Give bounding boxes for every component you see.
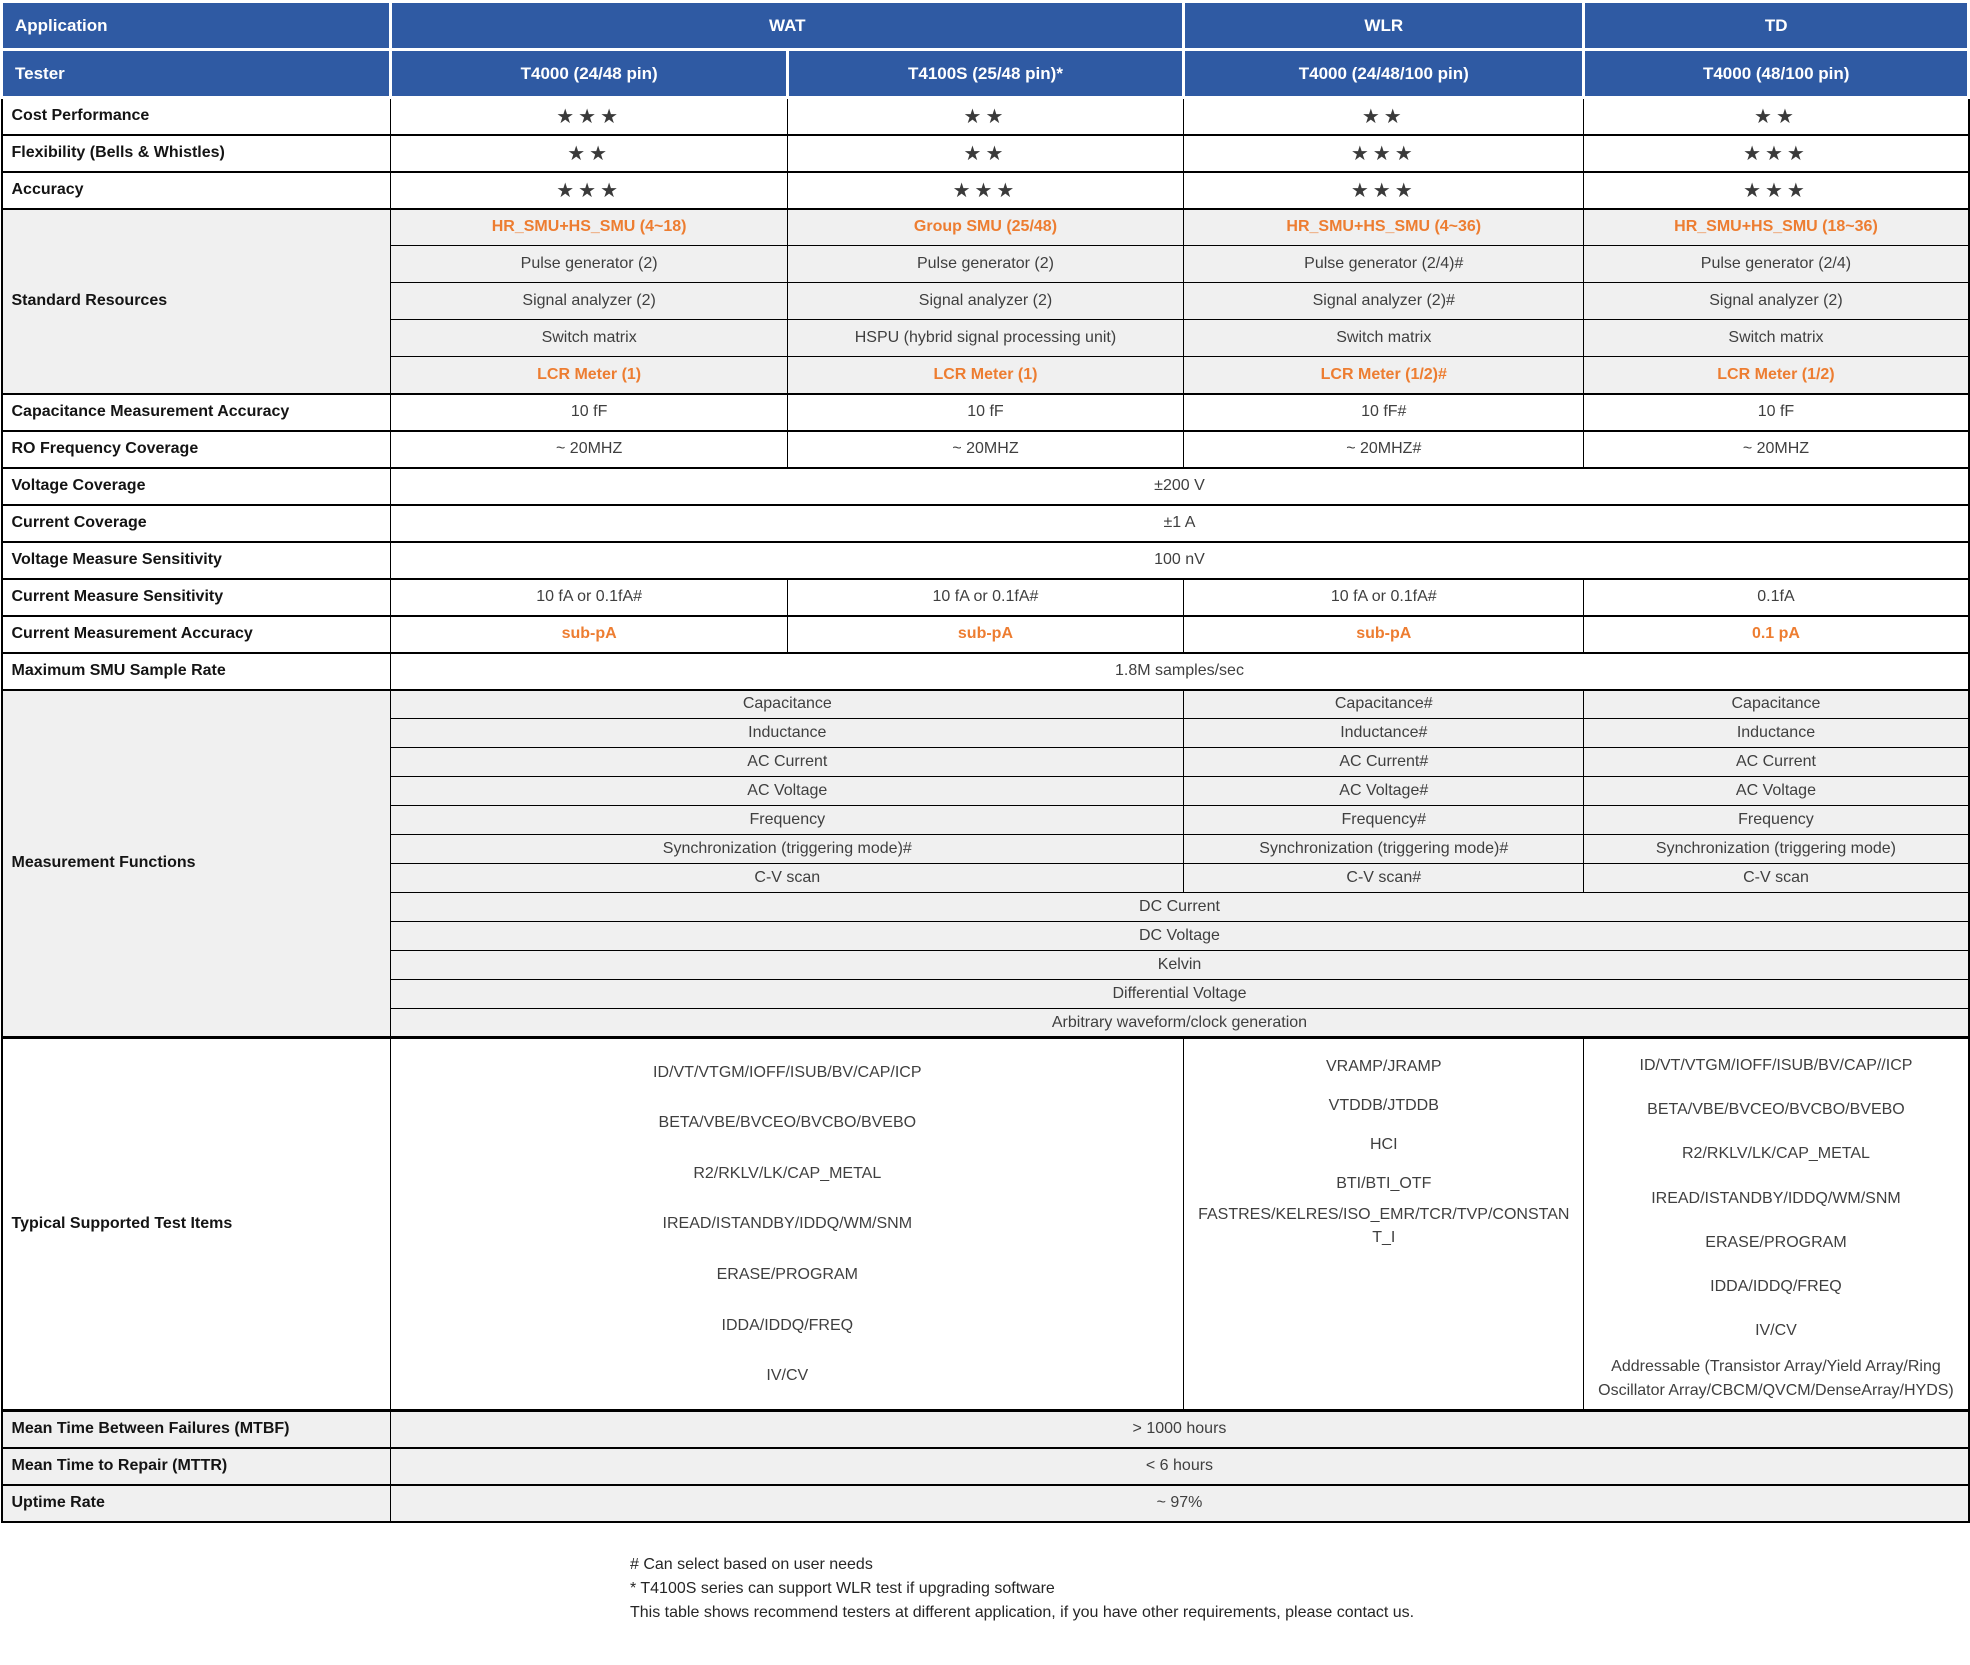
cell-mf-ac-current-c2: AC Current [1584,748,1969,777]
cell-current-sensitivity-c1: 10 fA or 0.1fA# [787,579,1183,616]
test-item: R2/RKLV/LK/CAP_METAL [1682,1145,1870,1163]
test-item: ERASE/PROGRAM [716,1266,858,1284]
cell-standard-resources-pulse-c2: Pulse generator (2/4)# [1184,246,1584,283]
cell-flexibility-c3: ★★★ [1584,135,1969,172]
row-mtbf [2,1411,1969,1448]
cell-current-sensitivity-c3: 0.1fA [1584,579,1969,616]
row-label-capacitance-accuracy: Capacitance Measurement Accuracy [2,394,391,431]
row-capacitance-accuracy [2,394,1969,431]
cell-flexibility-c1: ★★ [787,135,1183,172]
cell-ro-frequency-c2: ~ 20MHZ# [1184,431,1584,468]
cell-cost-performance-c1: ★★ [787,98,1183,135]
table-header [2,2,1969,98]
test-item: Addressable (Transistor Array/Yield Array/Ring Oscillator Array/CBCM/QVCM/DenseArray/HYDS) [1598,1358,1954,1399]
row-voltage-coverage [2,468,1969,505]
row-label-uptime-rate: Uptime Rate [2,1485,391,1522]
row-label-mttr: Mean Time to Repair (MTTR) [2,1448,391,1485]
row-label-standard-resources: Standard Resources [2,209,391,394]
cell-standard-resources-pulse-c3: Pulse generator (2/4) [1584,246,1969,283]
cell-voltage-sensitivity-c0: 100 nV [391,542,1969,579]
row-label-accuracy: Accuracy [2,172,391,209]
test-item: IV/CV [766,1367,809,1385]
test-item: VTDDB/JTDDB [1328,1096,1439,1114]
row-label-measurement-functions: Measurement Functions [2,690,391,1038]
tester-header-row [2,50,1969,98]
cell-standard-resources-lcr-c3: LCR Meter (1/2) [1584,357,1969,394]
row-label-current-sensitivity: Current Measure Sensitivity [2,579,391,616]
test-item: BETA/VBE/BVCEO/BVCBO/BVEBO [658,1114,917,1132]
cell-mf-ac-current-c0: AC Current [391,748,1184,777]
cell-accuracy-c3: ★★★ [1584,172,1969,209]
test-item: ID/VT/VTGM/IOFF/ISUB/BV/CAP/ICP [653,1063,922,1081]
tester-header-wat-t4000: T4000 (24/48 pin) [391,50,787,98]
cell-mf-dc-current-c0: DC Current [391,893,1969,922]
table-body [2,98,1969,1522]
cell-standard-resources-c2: HR_SMU+HS_SMU (4~36) [1184,209,1584,246]
cell-current-sensitivity-c0: 10 fA or 0.1fA# [391,579,787,616]
cell-mf-synchronization-c2: Synchronization (triggering mode) [1584,835,1969,864]
cell-standard-resources-c1: Group SMU (25/48) [787,209,1183,246]
cell-mf-cv-scan-c1: C-V scan# [1184,864,1584,893]
cell-standard-resources-analyzer-c3: Signal analyzer (2) [1584,283,1969,320]
cell-mf-frequency-c2: Frequency [1584,806,1969,835]
cell-voltage-coverage-c0: ±200 V [391,468,1969,505]
test-item: ERASE/PROGRAM [1705,1233,1847,1251]
row-label-current-accuracy: Current Measurement Accuracy [2,616,391,653]
cell-ro-frequency-c0: ~ 20MHZ [391,431,787,468]
cell-typical-test-items-c0 [391,1038,1184,1411]
group-header-wat: WAT [391,2,1184,50]
test-item: IV/CV [1755,1322,1797,1340]
row-label-mtbf: Mean Time Between Failures (MTBF) [2,1411,391,1448]
cell-current-accuracy-c1: sub-pA [787,616,1183,653]
cell-standard-resources-pulse-c1: Pulse generator (2) [787,246,1183,283]
cell-cost-performance-c0: ★★★ [391,98,787,135]
cell-ro-frequency-c3: ~ 20MHZ [1584,431,1969,468]
cell-mf-cv-scan-c0: C-V scan [391,864,1184,893]
cell-standard-resources-lcr-c2: LCR Meter (1/2)# [1184,357,1584,394]
row-label-flexibility: Flexibility (Bells & Whistles) [2,135,391,172]
test-item: IREAD/ISTANDBY/IDDQ/WM/SNM [662,1215,913,1233]
row-measurement-functions [2,690,1969,719]
row-typical-test-items [2,1038,1969,1411]
row-label-voltage-coverage: Voltage Coverage [2,468,391,505]
row-label-smu-sample-rate: Maximum SMU Sample Rate [2,653,391,690]
test-item: VRAMP/JRAMP [1325,1057,1442,1075]
cell-mf-kelvin-c0: Kelvin [391,951,1969,980]
cell-mf-synchronization-c1: Synchronization (triggering mode)# [1184,835,1584,864]
test-item: HCI [1370,1135,1398,1153]
cell-standard-resources-analyzer-c1: Signal analyzer (2) [787,283,1183,320]
cell-standard-resources-analyzer-c0: Signal analyzer (2) [391,283,787,320]
cell-standard-resources-analyzer-c2: Signal analyzer (2)# [1184,283,1584,320]
footnote-general: This table shows recommend testers at different application, if you have other requirements, please contact us. [630,1603,1415,1621]
test-item: R2/RKLV/LK/CAP_METAL [693,1164,882,1182]
cell-mf-inductance-c1: Inductance# [1184,719,1584,748]
row-smu-sample-rate [2,653,1969,690]
cell-standard-resources-lcr-c1: LCR Meter (1) [787,357,1183,394]
row-accuracy [2,172,1969,209]
cell-mf-dc-voltage-c0: DC Voltage [391,922,1969,951]
test-item: IREAD/ISTANDBY/IDDQ/WM/SNM [1651,1189,1901,1207]
cell-mf-inductance-c0: Inductance [391,719,1184,748]
footnotes [630,1553,1970,1625]
cell-typical-test-items-c1 [1184,1038,1584,1411]
cell-capacitance-accuracy-c1: 10 fF [787,394,1183,431]
cell-current-accuracy-c3: 0.1 pA [1584,616,1969,653]
footnote-asterisk: * T4100S series can support WLR test if upgrading software [630,1579,1055,1597]
row-label-current-coverage: Current Coverage [2,505,391,542]
cell-standard-resources-pulse-c0: Pulse generator (2) [391,246,787,283]
cell-accuracy-c1: ★★★ [787,172,1183,209]
cell-standard-resources-switch-c1: HSPU (hybrid signal processing unit) [787,320,1183,357]
group-header-wlr: WLR [1184,2,1584,50]
tester-header-wlr-t4000: T4000 (24/48/100 pin) [1184,50,1584,98]
row-ro-frequency [2,431,1969,468]
cell-capacitance-accuracy-c2: 10 fF# [1184,394,1584,431]
cell-mf-ac-voltage-c0: AC Voltage [391,777,1184,806]
footnote-hash: # Can select based on user needs [630,1555,873,1573]
row-cost-performance [2,98,1969,135]
cell-current-accuracy-c0: sub-pA [391,616,787,653]
cell-mtbf-c0: > 1000 hours [391,1411,1969,1448]
cell-mf-synchronization-c0: Synchronization (triggering mode)# [391,835,1184,864]
cell-accuracy-c0: ★★★ [391,172,787,209]
row-label-cost-performance: Cost Performance [2,98,391,135]
row-standard-resources [2,209,1969,246]
test-item: BETA/VBE/BVCEO/BVCBO/BVEBO [1647,1101,1905,1119]
test-item: FASTRES/KELRES/ISO_EMR/TCR/TVP/CONSTANT_I [1198,1206,1570,1247]
cell-mttr-c0: < 6 hours [391,1448,1969,1485]
row-current-accuracy [2,616,1969,653]
row-current-sensitivity [2,579,1969,616]
row-flexibility [2,135,1969,172]
cell-capacitance-accuracy-c3: 10 fF [1584,394,1969,431]
test-item: IDDA/IDDQ/FREQ [721,1316,854,1334]
cell-mf-cv-scan-c2: C-V scan [1584,864,1969,893]
cell-mf-differential-voltage-c0: Differential Voltage [391,980,1969,1009]
cell-cost-performance-c2: ★★ [1184,98,1584,135]
cell-mf-frequency-c0: Frequency [391,806,1184,835]
cell-standard-resources-c0: HR_SMU+HS_SMU (4~18) [391,209,787,246]
cell-mf-ac-current-c1: AC Current# [1184,748,1584,777]
cell-capacitance-accuracy-c0: 10 fF [391,394,787,431]
cell-flexibility-c0: ★★ [391,135,787,172]
test-items-list [397,1041,1177,1407]
cell-cost-performance-c3: ★★ [1584,98,1969,135]
cell-standard-resources-switch-c3: Switch matrix [1584,320,1969,357]
tester-header-wat-t4100s: T4100S (25/48 pin)* [787,50,1183,98]
cell-current-accuracy-c2: sub-pA [1184,616,1584,653]
row-mttr [2,1448,1969,1485]
row-uptime-rate [2,1485,1969,1522]
cell-standard-resources-switch-c2: Switch matrix [1184,320,1584,357]
cell-current-sensitivity-c2: 10 fA or 0.1fA# [1184,579,1584,616]
cell-standard-resources-c3: HR_SMU+HS_SMU (18~36) [1584,209,1969,246]
cell-mf-inductance-c2: Inductance [1584,719,1969,748]
cell-smu-sample-rate-c0: 1.8M samples/sec [391,653,1969,690]
cell-uptime-rate-c0: ~ 97% [391,1485,1969,1522]
cell-measurement-functions-c2: Capacitance [1584,690,1969,719]
cell-mf-arbitrary-waveform-c0: Arbitrary waveform/clock generation [391,1009,1969,1038]
application-header-row [2,2,1969,50]
cell-mf-ac-voltage-c1: AC Voltage# [1184,777,1584,806]
test-items-list [1590,1041,1961,1407]
cell-standard-resources-switch-c0: Switch matrix [391,320,787,357]
row-label-ro-frequency: RO Frequency Coverage [2,431,391,468]
test-items-list [1190,1041,1577,1407]
test-item: ID/VT/VTGM/IOFF/ISUB/BV/CAP//ICP [1639,1057,1913,1075]
cell-measurement-functions-c0: Capacitance [391,690,1184,719]
tester-header-cell: Tester [2,50,391,98]
cell-current-coverage-c0: ±1 A [391,505,1969,542]
group-header-td: TD [1584,2,1969,50]
row-current-coverage [2,505,1969,542]
tester-header-td-t4000: T4000 (48/100 pin) [1584,50,1969,98]
cell-measurement-functions-c1: Capacitance# [1184,690,1584,719]
cell-standard-resources-lcr-c0: LCR Meter (1) [391,357,787,394]
cell-ro-frequency-c1: ~ 20MHZ [787,431,1183,468]
test-item: IDDA/IDDQ/FREQ [1710,1277,1842,1295]
row-label-typical-test-items: Typical Supported Test Items [2,1038,391,1411]
cell-typical-test-items-c2 [1584,1038,1969,1411]
cell-mf-ac-voltage-c2: AC Voltage [1584,777,1969,806]
test-item: BTI/BTI_OTF [1336,1174,1432,1192]
row-label-voltage-sensitivity: Voltage Measure Sensitivity [2,542,391,579]
cell-accuracy-c2: ★★★ [1184,172,1584,209]
row-voltage-sensitivity [2,542,1969,579]
cell-flexibility-c2: ★★★ [1184,135,1584,172]
cell-mf-frequency-c1: Frequency# [1184,806,1584,835]
application-header-cell: Application [2,2,391,50]
